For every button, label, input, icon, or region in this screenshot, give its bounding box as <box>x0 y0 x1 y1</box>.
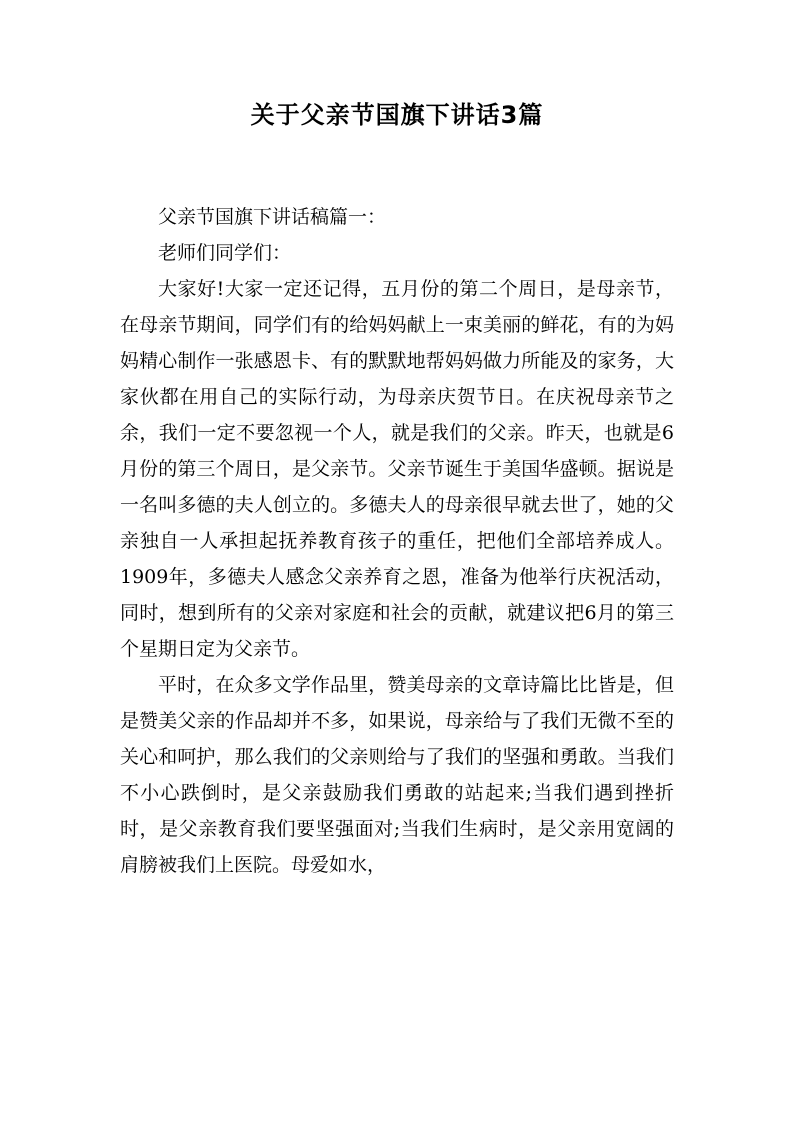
paragraph: 平时，在众多文学作品里，赞美母亲的文章诗篇比比皆是，但是赞美父亲的作品却并不多，如果说，母亲给与了我们无微不至的关心和呵护，那么我们的父亲则给与了我们的坚强和勇敢。当我们不小心跌倒时，是父亲鼓励我们勇敢的站起来;当我们遇到挫折时，是父亲教育我们要坚强面对;当我们生病时，是父亲用宽阔的肩膀被我们上医院。母爱如水， <box>120 674 674 876</box>
paragraph: 大家好!大家一定还记得，五月份的第二个周日，是母亲节，在母亲节期间，同学们有的给妈妈献上一束美丽的鲜花，有的为妈妈精心制作一张感恩卡、有的默默地帮妈妈做力所能及的家务，大家伙都在用自己的实际行动，为母亲庆贺节日。在庆祝母亲节之余，我们一定不要忽视一个人，就是我们的父亲。昨天，也就是6月份的第三个周日，是父亲节。父亲节诞生于美国华盛顿。据说是一名叫多德的夫人创立的。多德夫人的母亲很早就去世了，她的父亲独自一人承担起抚养教育孩子的重任，把他们全部培养成人。1909年，多德夫人感念父亲养育之恩，准备为他举行庆祝活动，同时，想到所有的父亲对家庭和社会的贡献，就建议把6月的第三个星期日定为父亲节。 <box>120 278 674 660</box>
paragraph-salutation: 老师们同学们： <box>158 242 292 264</box>
document-title: 关于父亲节国旗下讲话3篇 <box>250 101 544 129</box>
paragraph-heading: 父亲节国旗下讲话稿篇一： <box>158 206 387 228</box>
document-body <box>120 199 674 883</box>
